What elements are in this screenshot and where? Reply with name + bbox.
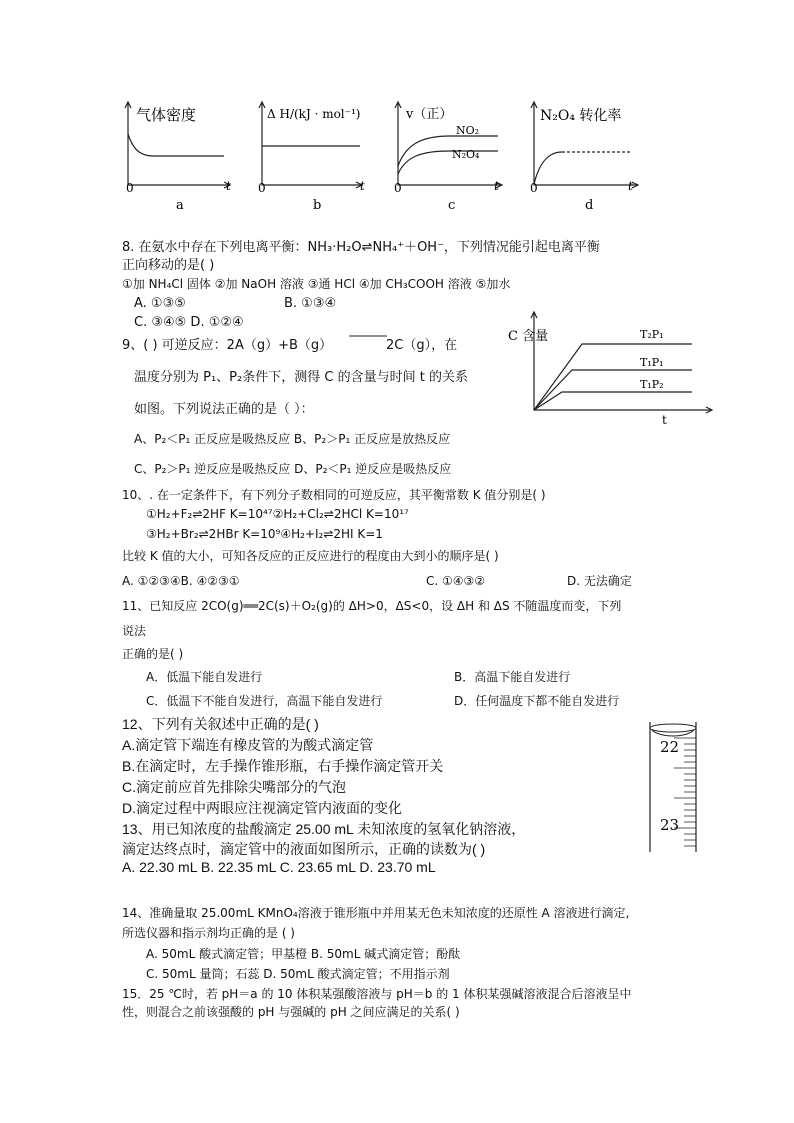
q13-options: A. 22.30 mL B. 22.35 mL C. 23.65 mL D. 23.70 mL (122, 859, 436, 875)
graph-d-ylabel: N₂O₄ 转化率 (540, 108, 622, 124)
graph-b (258, 102, 365, 213)
q11-line1: 11、已知反应 2CO(g)══2C(s)＋O₂(g)的 ΔH>0，ΔS<0，设 ΔH 和 ΔS 不随温度而变，下列 (122, 599, 622, 613)
q9-graph-xlabel: t (662, 413, 667, 427)
q13-line2: 滴定达终点时，滴定管中的液面如图所示，正确的读数为( ) (122, 841, 486, 857)
q8-option-a: A. ①③⑤ (134, 296, 186, 311)
q9-option-cd: C、P₂＞P₁ 逆反应是吸热反应 D、P₂＜P₁ 逆反应是吸热反应 (134, 462, 452, 476)
q15-line1: 15．25 ℃时，若 pH＝a 的 10 体积某强酸溶液与 pH＝b 的 1 体积某强碱溶液混合后溶液呈中 (122, 987, 632, 1001)
graph-a-t: t (226, 179, 231, 193)
graphs-row (110, 96, 670, 216)
graph-d-t: t (628, 179, 633, 193)
graph-c-ylabel: v（正） (406, 107, 453, 122)
q8-line2: 正向移动的是( ) (122, 258, 215, 273)
graph-c-curve-n2o4: N₂O₄ (452, 148, 480, 161)
q9-equilibrium-bar (347, 332, 389, 352)
burette-figure (640, 716, 706, 856)
q11-option-c: C．低温下不能自发进行，高温下能自发进行 (146, 694, 383, 708)
q11-option-a: A．低温下能自发进行 (146, 670, 263, 684)
graph-a-ylabel: 气体密度 (136, 106, 197, 124)
q10-option-ab: A. ①②③④B. ④②③① (122, 574, 240, 588)
q9-option-ab: A、P₂＜P₁ 正反应是吸热反应 B、P₂＞P₁ 正反应是放热反应 (134, 432, 451, 446)
graph-b-t: t (360, 179, 365, 193)
q12-title: 12、下列有关叙述中正确的是( ) (122, 716, 319, 732)
q9-line2: 温度分别为 P₁、P₂条件下，测得 C 的含量与时间 t 的关系 (134, 370, 468, 385)
q13-line1: 13、用已知浓度的盐酸滴定 25.00 mL 未知浓度的氢氧化钠溶液， (122, 821, 526, 837)
q10-line1: 10、. 在一定条件下，有下列分子数相同的可逆反应，其平衡常数 K 值分别是( ) (122, 488, 546, 502)
graph-d-label: d (585, 198, 594, 213)
graph-b-label: b (313, 198, 322, 213)
q14-line2: 所选仪器和指示剂均正确的是 ( ) (122, 926, 295, 940)
q9-graph (500, 308, 720, 428)
q15-line2: 性，则混合之前该强酸的 pH 与强碱的 pH 之间应满足的关系( ) (122, 1005, 460, 1019)
graph-b-origin: 0 (258, 181, 266, 195)
graph-a (125, 102, 231, 213)
burette-mark-22: 22 (660, 738, 680, 756)
graph-c-curve-no2: NO₂ (456, 124, 480, 137)
graph-c (394, 102, 502, 213)
q12-option-d: D.滴定过程中两眼应注视滴定管内液面的变化 (122, 800, 402, 816)
q8-line3: ①加 NH₄Cl 固体 ②加 NaOH 溶液 ③通 HCl ④加 CH₃COOH 溶液 ⑤加水 (122, 277, 511, 291)
graph-a-origin: 0 (126, 181, 134, 195)
q12-option-a: A.滴定管下端连有橡皮管的为酸式滴定管 (122, 737, 374, 753)
q14-line1: 14、准确量取 25.00mL KMnO₄溶液于锥形瓶中并用某无色未知浓度的还原性 A 溶液进行滴定, (122, 906, 630, 920)
q8-option-cd: C. ③④⑤ D. ①②④ (134, 315, 244, 330)
graph-c-t: t (494, 179, 499, 193)
q9-line3: 如图。下列说法正确的是（ ）： (134, 402, 314, 417)
graph-c-origin: 0 (394, 181, 402, 195)
q9-line1a: 9、( ) 可逆反应：2A（g）+B（g） (122, 338, 333, 353)
q11-line3: 正确的是( ) (122, 647, 184, 661)
q11-line2: 说法 (122, 624, 147, 638)
q10-line3: ③H₂+Br₂⇌2HBr K=10⁹④H₂+I₂⇌2HI K=1 (146, 527, 383, 541)
graph-c-label: c (448, 198, 456, 213)
graph-d (530, 102, 638, 213)
graph-a-label: a (176, 198, 184, 213)
q9-graph-ylabel: C 含量 (508, 329, 549, 344)
graph-b-ylabel: Δ H/(kJ · mol⁻¹) (267, 107, 361, 121)
graph-d-origin: 0 (530, 181, 538, 195)
q14-option-cd: C. 50mL 量筒；石蕊 D. 50mL 酸式滴定管；不用指示剂 (146, 967, 450, 981)
burette-mark-23: 23 (660, 816, 680, 834)
q10-option-d: D. 无法确定 (567, 574, 632, 588)
q10-line4: 比较 K 值的大小，可知各反应的正反应进行的程度由大到小的顺序是( ) (122, 549, 499, 563)
q12-option-c: C.滴定前应首先排除尖嘴部分的气泡 (122, 779, 346, 795)
q9-graph-curve-t1p2: T₁P₂ (640, 378, 664, 391)
q10-line2: ①H₂+F₂⇌2HF K=10⁴⁷②H₂+Cl₂⇌2HCl K=10¹⁷ (146, 507, 409, 521)
q9-graph-curve-t2p1: T₂P₁ (640, 328, 664, 341)
q8-line1: 8. 在氨水中存在下列电离平衡：NH₃·H₂O⇌NH₄⁺＋OH⁻，下列情况能引起电离平衡 (122, 240, 600, 255)
q8-option-b: B. ①③④ (284, 296, 337, 311)
q11-option-b: B．高温下能自发进行 (454, 670, 571, 684)
q11-option-d: D．任何温度下都不能自发进行 (454, 694, 620, 708)
q9-line1b: 2C（g），在 (386, 338, 458, 353)
q9-graph-curve-t1p1: T₁P₁ (640, 356, 664, 369)
q12-option-b: B.在滴定时，左手操作锥形瓶，右手操作滴定管开关 (122, 758, 444, 774)
q14-option-ab: A. 50mL 酸式滴定管；甲基橙 B. 50mL 碱式滴定管；酚酞 (146, 947, 461, 961)
q10-option-c: C. ①④③② (426, 574, 486, 588)
